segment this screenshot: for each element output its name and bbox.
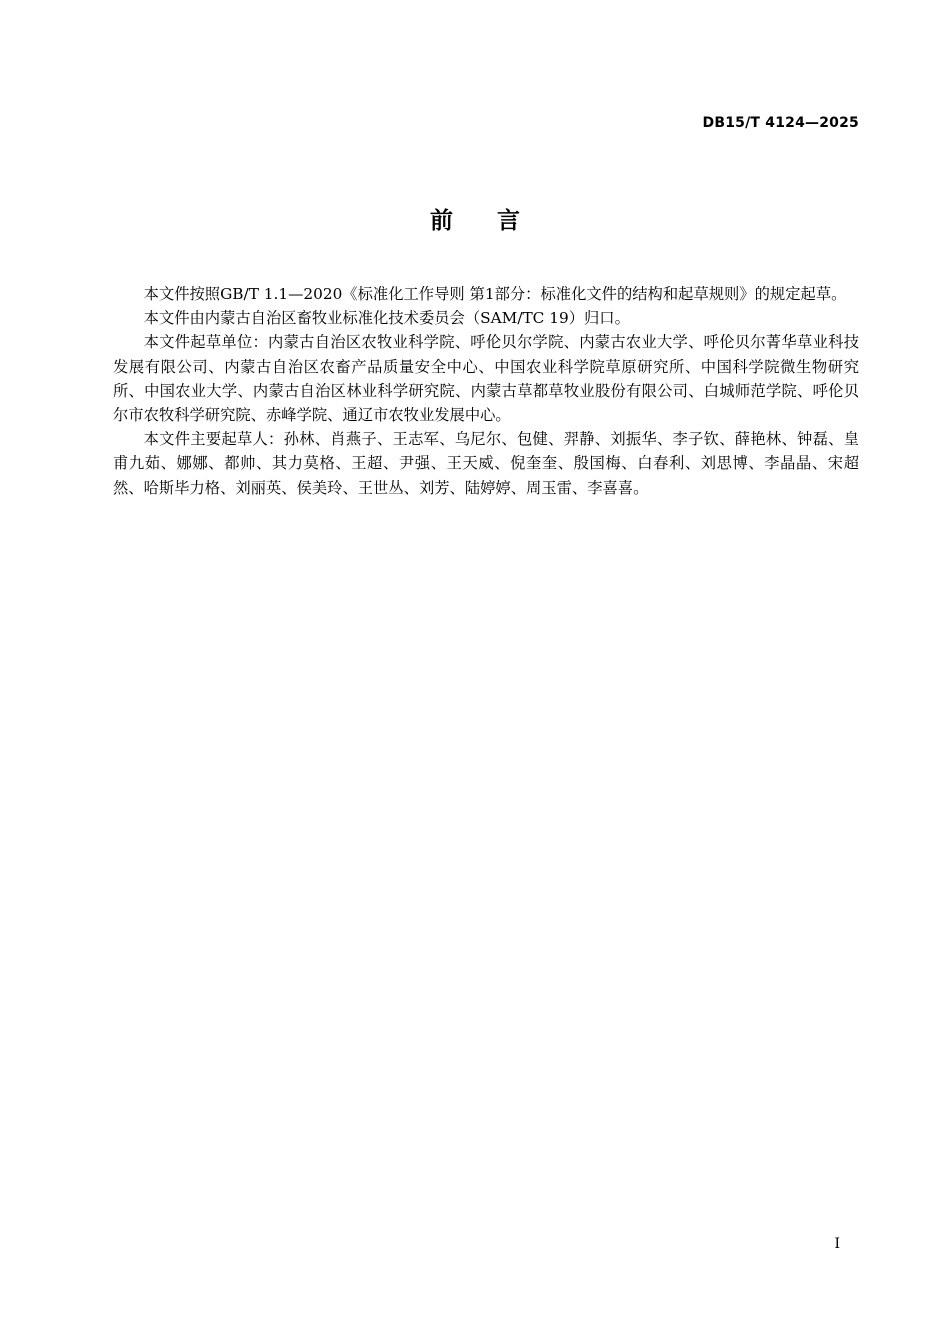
paragraph-drafters: 本文件主要起草人：孙林、肖燕子、王志军、乌尼尔、包健、羿静、刘振华、李子钦、薛艳林、钟磊、皇甫九茹、娜娜、都帅、其力莫格、王超、尹强、王天威、倪奎奎、殷国梅、白春利、刘思博、李晶晶、宋超然、哈斯毕力格、刘丽英、侯美玲、王世丛、刘芳、陆婷婷、周玉雷、李喜喜。: [113, 430, 859, 497]
page-number: I: [834, 1236, 840, 1252]
paragraph-drafting-units: 本文件起草单位：内蒙古自治区农牧业科学院、呼伦贝尔学院、内蒙古农业大学、呼伦贝尔菁华草业科技发展有限公司、内蒙古自治区农畜产品质量安全中心、中国农业科学院草原研究所、中国科学院微生物研究所、中国农业大学、内蒙古自治区林业科学研究院、内蒙古草都草牧业股份有限公司、白城师范学院、呼伦贝尔市农牧科学研究院、赤峰学院、通辽市农牧业发展中心。: [113, 333, 859, 425]
paragraph-drafting-rules: 本文件按照GB/T 1.1—2020《标准化工作导则 第1部分：标准化文件的结构和起草规则》的规定起草。: [143, 285, 847, 303]
paragraph-responsible-committee: 本文件由内蒙古自治区畜牧业标准化技术委员会（SAM/TC 19）归口。: [143, 309, 630, 328]
document-body: [113, 282, 859, 500]
page-title: 前言: [430, 208, 564, 234]
standard-code: DB15/T 4124—2025: [702, 115, 859, 131]
